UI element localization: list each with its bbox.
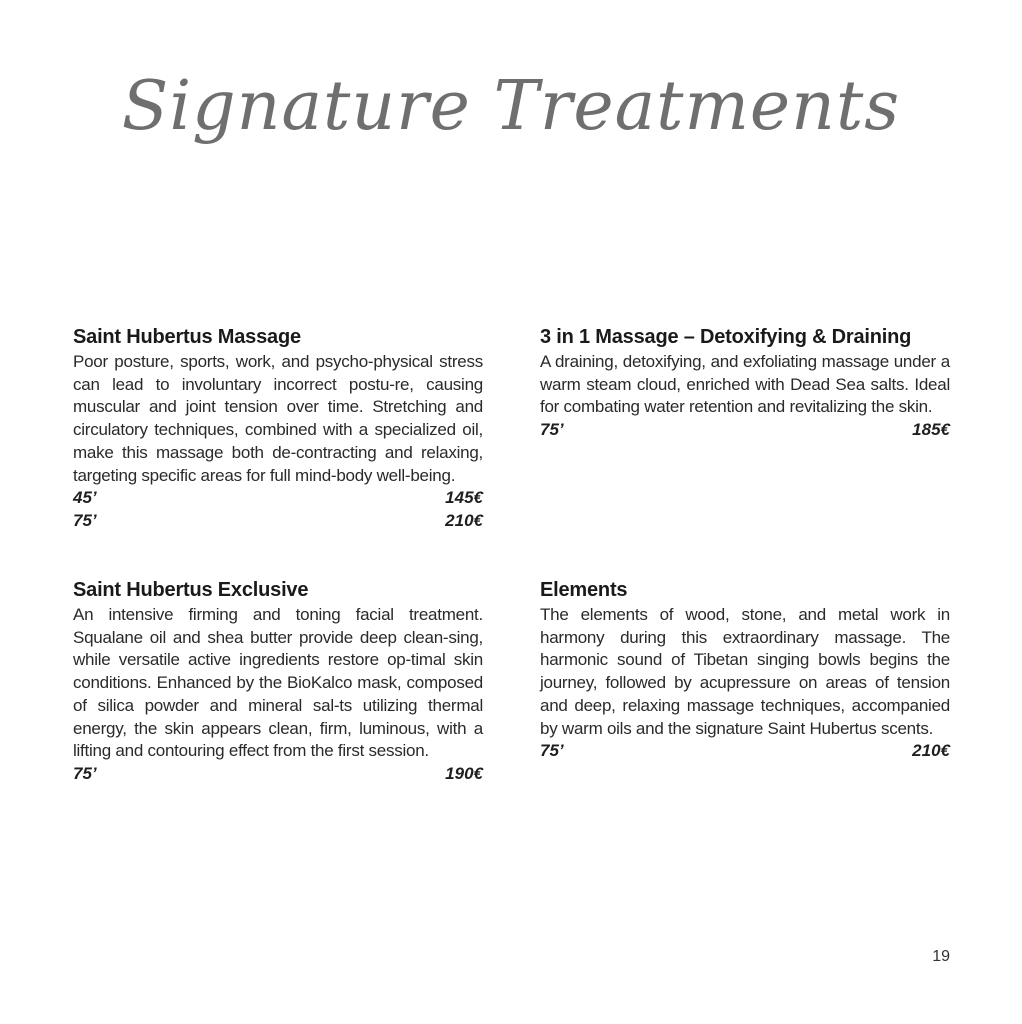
duration: 45’ — [73, 488, 97, 508]
treatment-saint-hubertus-exclusive — [73, 577, 483, 786]
duration: 75’ — [73, 510, 97, 530]
treatment-title: Saint Hubertus Exclusive — [73, 579, 309, 601]
treatment-description: Poor posture, sports, work, and psycho-physical stress can lead to involuntary incorrect postu-re, causing muscular and joint tension over time. Stretching and circulatory techniques, combined with a specialized oil, make this massage both de-contracting and relaxing, targeting specific areas for full mind-body well-being. — [73, 352, 483, 485]
price: 145€ — [445, 488, 483, 508]
price-row — [73, 487, 483, 510]
treatment-title: Elements — [540, 579, 628, 601]
price: 210€ — [912, 741, 950, 761]
treatment-3-in-1-massage — [540, 324, 950, 442]
duration: 75’ — [73, 763, 97, 783]
price: 190€ — [445, 763, 483, 783]
treatment-description: The elements of wood, stone, and metal work in harmony during this extraordinary massage. The harmonic sound of Tibetan singing bowls begins the journey, followed by acupressure on areas of tension and deep, relaxing massage techniques, accompanied by warm oils and the signature Saint Hubertus scents. — [540, 605, 950, 738]
treatment-title: 3 in 1 Massage – Detoxifying & Draining — [540, 326, 912, 348]
price-row — [540, 419, 950, 442]
price-row — [540, 740, 950, 763]
treatment-description: A draining, detoxifying, and exfoliating massage under a warm steam cloud, enriched with Dead Sea salts. Ideal for combating water retention and revitalizing the skin. — [540, 352, 950, 417]
treatment-description: An intensive firming and toning facial treatment. Squalane oil and shea butter provide deep clean-sing, while versatile active ingredients restore op-timal skin conditions. Enhanced by the BioKalco mask, composed of silica powder and mineral sal-ts utilizing thermal energy, the skin appears clean, firm, luminous, with a lifting and contouring effect from the first session. — [73, 605, 483, 761]
page-title: Signature Treatments — [121, 67, 901, 146]
price-row — [73, 763, 483, 786]
treatment-title: Saint Hubertus Massage — [73, 326, 301, 348]
price-row — [73, 510, 483, 533]
duration: 75’ — [540, 420, 564, 440]
treatment-saint-hubertus-massage — [73, 324, 483, 533]
treatment-elements — [540, 577, 950, 763]
price: 185€ — [912, 420, 950, 440]
duration: 75’ — [540, 741, 564, 761]
price: 210€ — [445, 510, 483, 530]
page-number: 19 — [932, 948, 950, 965]
